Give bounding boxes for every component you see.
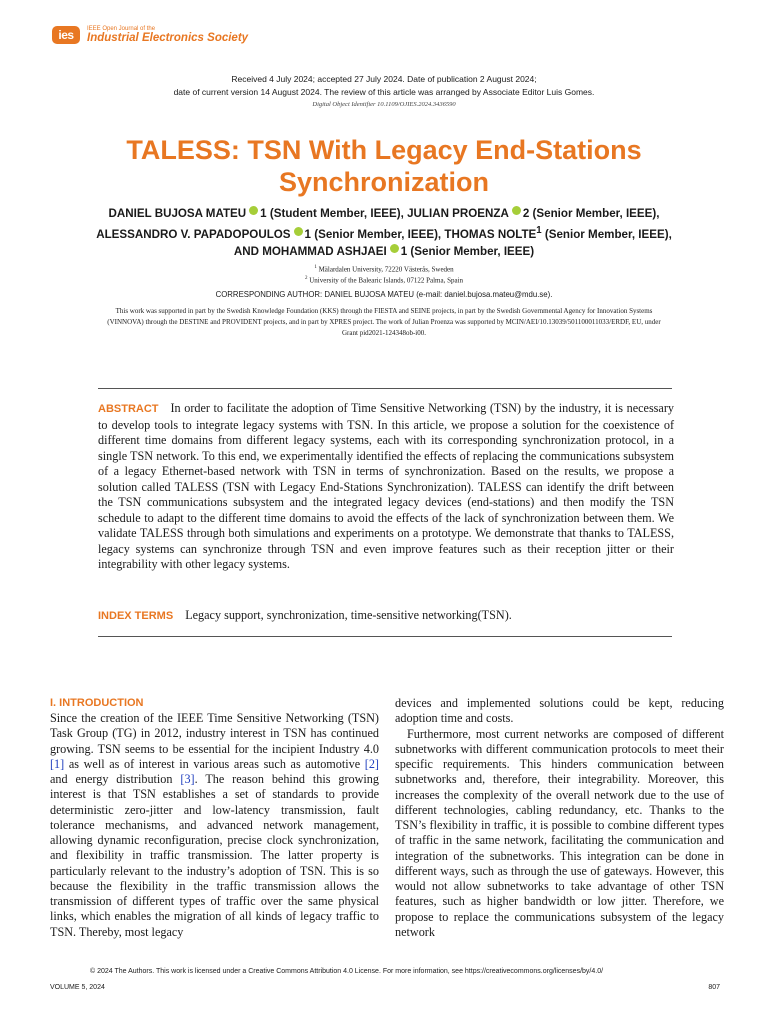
author-role: (Senior Member, IEEE),	[532, 207, 660, 220]
orcid-icon[interactable]	[390, 244, 399, 253]
author-sup: 1	[260, 207, 267, 220]
orcid-icon[interactable]	[512, 206, 521, 215]
received-line-1: Received 4 July 2024; accepted 27 July 2024. Date of publication 2 August 2024;	[231, 74, 537, 84]
journal-logo	[52, 26, 248, 45]
received-line-2: date of current version 14 August 2024. The review of this article was arranged by Associate Editor Luis Gomes.	[173, 86, 595, 97]
affiliations: $^1$ Mälardalen University, 72220 Västerås, Sweden $^2$ University of the Balearic Islands, 07122 Palma, Spain	[304, 265, 464, 285]
orcid-icon[interactable]	[249, 206, 258, 215]
citation-link[interactable]: [2]	[364, 756, 379, 771]
index-terms-text: Legacy support, synchronization, time-sensitive networking(TSN).	[185, 608, 512, 622]
license-notice: © 2024 The Authors. This work is licensed under a Creative Commons Attribution 4.0 License. For more information, see https://creativecommons.org/licenses/by/4.0/	[90, 968, 604, 975]
citation-link[interactable]: [3]	[180, 772, 195, 786]
paragraph: Furthermore, most current networks are composed of different subnetworks with different communication protocols to meet their specific requirements. This hinders communication between subnetworks and, therefore, their integrability. Moreover, this increases the complexity of the overall network due to the use of different technologies, cabling redundancy, etc. Thanks to the TSN’s flexibility in traffic, it is possible to combine different types of traffic in the same network, facilitating the communication and integration of the subnetworks. This integration can be done in different ways, such as through the use of gateways. However, this would not allow subnetworks to take advantage of other TSN features, such as higher bandwidth or low jitter. Therefore, we propose to replace the communications subsystem of the legacy network	[395, 726, 724, 939]
abstract	[98, 401, 674, 573]
paragraph: devices and implemented solutions could be kept, reducing adoption time and costs.	[395, 696, 724, 726]
citation-link[interactable]: [1]	[50, 756, 65, 771]
orcid-icon[interactable]	[294, 227, 303, 236]
author-role: (Senior Member, IEEE), THOMAS NOLTE	[314, 227, 537, 241]
page-number: 807	[708, 984, 720, 991]
author-role: (Student Member, IEEE), JULIAN PROENZA	[269, 207, 509, 220]
affiliation-2: University of the Balearic Islands, 07122 Palma, Spain	[309, 276, 464, 285]
affiliation-1: Mälardalen University, 72220 Västerås, Sweden	[318, 265, 454, 274]
author-name: AND MOHAMMAD ASHJAEI	[233, 244, 387, 258]
volume-label: VOLUME 5, 2024	[50, 984, 105, 991]
author-list	[0, 205, 768, 260]
index-terms-label: INDEX TERMS	[98, 610, 174, 622]
author-sup: 2	[522, 207, 530, 220]
abstract-text: In order to facilitate the adoption of Time Sensitive Networking (TSN) by the industry, it is necessary to develop tools to integrate legacy systems with TSN. In this article, we propose a solution for the coexistence of different time domains from different legacy systems, each with its corresponding synchronization protocol, in a single TSN network. To this end, we experimentally identified the effects of replacing the communications subsystem of a legacy Ethernet-based network with TSN in terms of synchronization. Based on the results, we propose a solution called TALESS (TSN with Legacy End-Stations Synchronization). TALESS can identify the drift between the TSN communications subsystem and the integrated legacy devices (end-stations) and then modify the TSN schedule to adapt to the different time domains to avoid the effects of the lack of synchronization between them. We validate TALESS through both simulations and experiments on a prototype. We demonstrate that thanks to TALESS, legacy systems can synchronize through TSN and even improve features such as their reception jitter or their integrability with other legacy systems.	[98, 401, 674, 571]
author-sup: 1	[536, 225, 542, 236]
author-sup: 1	[304, 227, 311, 241]
author-role: (Senior Member, IEEE)	[410, 244, 535, 258]
paper-title	[0, 134, 768, 198]
corresponding-author: CORRESPONDING AUTHOR: DANIEL BUJOSA MATEU (e-mail: daniel.bujosa.mateu@mdu.se).	[215, 290, 553, 299]
journal-subtitle: IEEE Open Journal of the	[87, 26, 156, 32]
author-name: DANIEL BUJOSA MATEU	[108, 207, 247, 220]
abstract-label: ABSTRACT	[98, 403, 159, 415]
author-sup: 1	[400, 244, 408, 258]
title-line-1: TALESS: TSN With Legacy End-Stations	[126, 135, 642, 165]
body-column-left	[50, 696, 379, 940]
doi: Digital Object Identifier 10.1109/OJIES.2024.3436590	[312, 101, 456, 108]
received-info	[0, 73, 768, 98]
author-role: (Senior Member, IEEE),	[544, 227, 672, 241]
paragraph: Since the creation of the IEEE Time Sensitive Networking (TSN) Task Group (TG) in 2012, industry interest in TSN has continued growing. TSN seems to be essential for the incipient Industry 4.0 [1] as well as of interest in various areas such as automotive [2] and energy distribution [3]. The reason behind this growing interest is that TSN establishes a set of standards to provide deterministic zero-jitter and low-latency transmission, fault tolerance mechanisms, and advanced network management, allowing dynamic reconfiguration, precise clock synchronization, and flexibility in traffic transmission. The latter property is particularly relevant to the industry’s adoption of TSN. This is so because the flexibility in the traffic transmission allows the transmission of different types of traffic over the same physical links, which enables the migration of all kinds of legacy traffic to TSN. Thereby, most legacy	[50, 711, 379, 939]
divider-bottom	[98, 636, 672, 637]
body-column-right	[395, 696, 724, 940]
funding-statement: This work was supported in part by the Swedish Knowledge Foundation (KKS) through the FIESTA and SEINE projects, in part by the Swedish Governmental Agency for Innovation Systems (VINNOVA) through the DESTINE and PROVIDENT projects, and in part by XPRES project. The work of Julian Proenza was supported by MCIN/AEI/10.13039/501100011033/ERDF, EU, under Grant pid2021-124348ob-i00.	[107, 307, 661, 337]
journal-name: Industrial Electronics Society	[87, 32, 249, 44]
author-name: ALESSANDRO V. PAPADOPOULOS	[96, 227, 291, 241]
title-line-2: Synchronization	[278, 167, 489, 197]
index-terms	[98, 608, 674, 625]
divider-top	[98, 388, 672, 389]
ies-logo-icon: ies	[52, 26, 80, 44]
section-heading: I. INTRODUCTION	[50, 697, 144, 709]
